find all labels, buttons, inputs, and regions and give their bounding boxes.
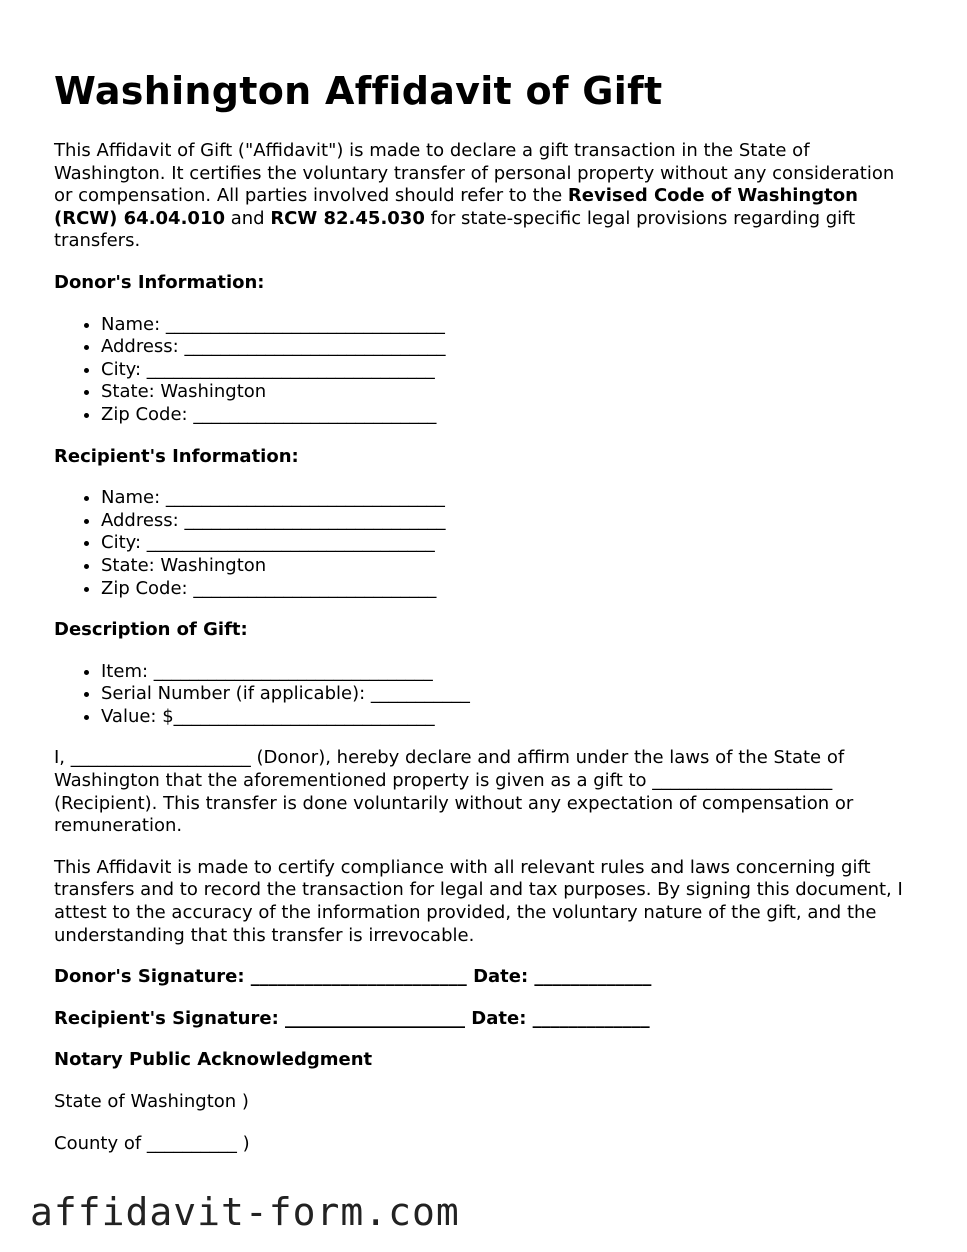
page-title: Washington Affidavit of Gift [54,69,663,113]
donor-signature-line[interactable]: Donor's Signature: ________________________ Date: _____________ [54,966,652,988]
recipient-signature-line[interactable]: Recipient's Signature: ____________________ Date: _____________ [54,1007,650,1029]
notary-heading: Notary Public Acknowledgment [54,1049,373,1071]
intro-rcw-reference-1: Revised Code of Washington (RCW) 64.04.010 [54,185,858,229]
donor-city-field[interactable]: • City: ________________________________ [101,359,914,382]
recipient-info-list [54,487,914,600]
gift-info-list [54,661,914,729]
gift-section-heading: Description of Gift: [54,619,248,641]
intro-paragraph [54,140,914,253]
site-watermark: affidavit-form.com [30,1190,460,1234]
donor-address-field[interactable]: • Address: _____________________________ [101,336,914,359]
recipient-state-field: • State: Washington [101,555,914,578]
gift-value-field[interactable]: • Value: $_____________________________ [101,706,914,729]
gift-serial-field[interactable]: • Serial Number (if applicable): ___________ [101,683,914,706]
donor-name-field[interactable]: • Name: _______________________________ [101,314,914,337]
intro-text-1: This Affidavit of Gift ("Affidavit") is made to declare a gift transaction in the State of Washington. It certifies the voluntary transfer of personal property without any consideration or compensation. All parties involved should refer to the [54,140,895,207]
donor-info-list [54,314,914,427]
recipient-city-field[interactable]: • City: ________________________________ [101,532,914,555]
donor-section-heading: Donor's Information: [54,271,265,293]
recipient-name-field[interactable]: • Name: _______________________________ [101,487,914,510]
recipient-zip-field[interactable]: • Zip Code: ___________________________ [101,578,914,601]
certification-paragraph: This Affidavit is made to certify compliance with all relevant rules and laws concerning gift transfers and to record the transaction for legal and tax purposes. By signing this document, I attest to the accuracy of the information provided, the voluntary nature of the gift, and the understanding that this transfer is irrevocable. [54,856,903,946]
notary-county-line[interactable]: County of __________ ) [54,1132,250,1154]
donor-state-field: • State: Washington [101,381,914,404]
affidavit-document [54,66,914,1174]
notary-state-line: State of Washington ) [54,1091,249,1112]
recipient-section-heading: Recipient's Information: [54,445,299,467]
intro-text-2: and [225,207,271,229]
intro-rcw-reference-2: RCW 82.45.030 [270,207,425,229]
gift-item-field[interactable]: • Item: _______________________________ [101,661,914,684]
donor-zip-field[interactable]: • Zip Code: ___________________________ [101,404,914,427]
intro-text-3: for state-specific legal provisions regarding gift transfers. [54,207,856,252]
recipient-address-field[interactable]: • Address: _____________________________ [101,510,914,533]
declaration-paragraph: I, ____________________ (Donor), hereby declare and affirm under the laws of the State of Washington that the aforementioned property is given as a gift to ____________________ (Recipient). This transfer is done voluntarily without any expectation of compensation or remuneration. [54,747,854,837]
